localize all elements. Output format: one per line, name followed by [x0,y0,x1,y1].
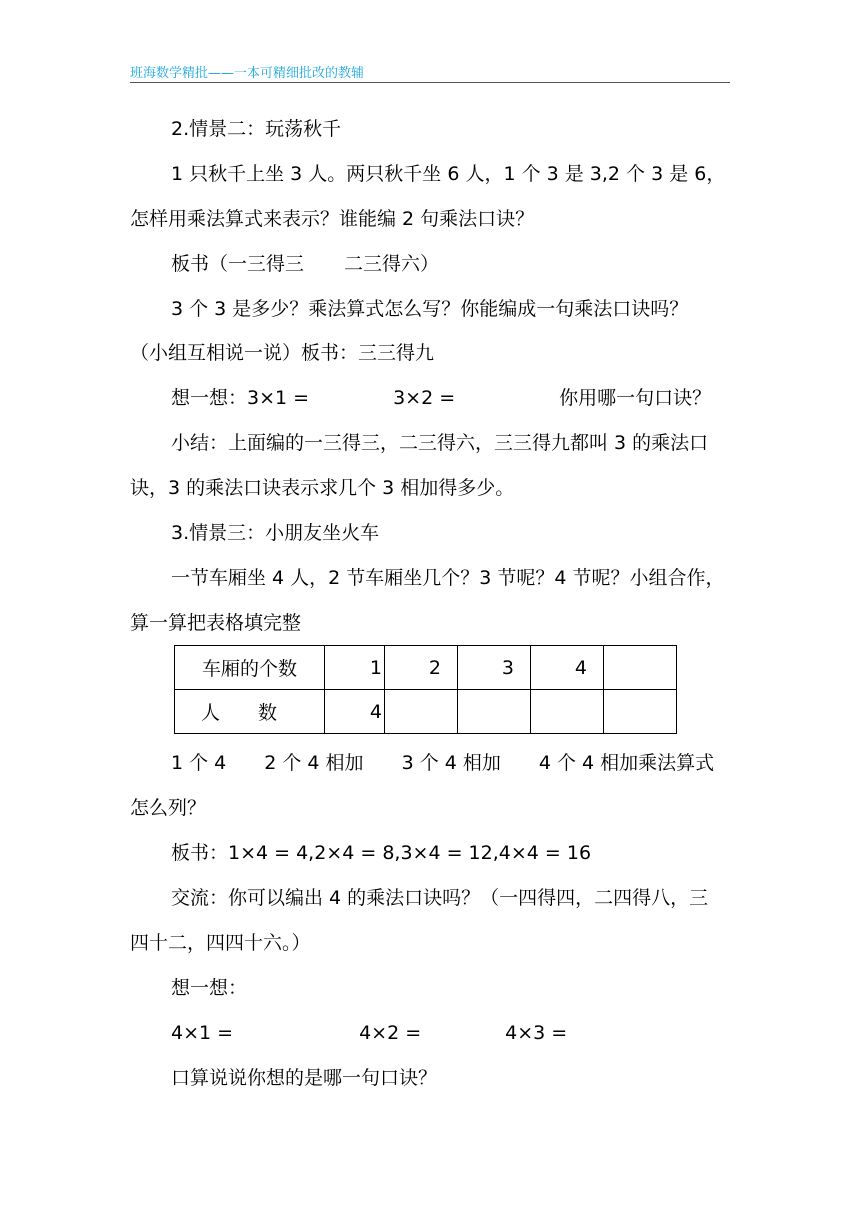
table-cell: 2 [385,646,458,690]
paragraph-line: 小结：上面编的一三得三，二三得六，三三得九都叫 3 的乘法口 [171,432,709,454]
paragraph-line: 一节车厢坐 4 人，2 节车厢坐几个？3 节呢？4 节呢？小组合作， [171,567,725,589]
table-cell [458,690,531,734]
addition-line [130,754,781,773]
paragraph-line: 交流：你可以编出 4 的乘法口诀吗？（一四得四，二四得八，三 [171,887,709,909]
blackboard-text: 板书（一三得三 [171,253,305,275]
table-cell [385,690,458,734]
phrase: 1 个 4 [171,752,227,774]
equation: 想一想：3×1 = [171,387,310,409]
equation: 3×2 = [393,387,456,409]
paragraph-line: 口算说说你想的是哪一句口诀？ [171,1067,438,1089]
table-cell: 1 [325,646,385,690]
equation: 4×3 = [505,1022,568,1044]
paragraph-line: 四十二，四四十六。） [130,932,311,954]
paragraph-line: （小组互相说一说）板书：三三得九 [130,342,435,364]
blackboard-text: 二三得六） [344,253,440,275]
header-divider [130,82,730,83]
table-row [175,690,677,734]
table-cell: 3 [458,646,531,690]
table-row [175,646,677,690]
table-header-cell: 车厢的个数 [175,646,325,690]
paragraph-line: 怎样用乘法算式来表示？谁能编 2 句乘法口诀？ [130,208,535,230]
table-cell: 4 [325,690,385,734]
think-line [130,389,781,408]
paragraph-line: 算一算把表格填完整 [130,612,302,634]
phrase: 2 个 4 相加 [264,752,364,774]
table-cell: 4 [531,646,604,690]
paragraph-line: 3 个 3 是多少？乘法算式怎么写？你能编成一句乘法口诀吗？ [171,298,689,320]
paragraph-line: 1 只秋千上坐 3 人。两只秋千坐 6 人，1 个 3 是 3,2 个 3 是 6， [171,163,726,185]
equation-line [130,1024,781,1043]
paragraph-line: 诀，3 的乘法口诀表示求几个 3 相加得多少。 [130,477,515,499]
blackboard-line: 板书：1×4 = 4,2×4 = 8,3×4 = 12,4×4 = 16 [171,842,592,864]
equation: 4×1 = [171,1022,234,1044]
phrase: 3 个 4 相加 [401,752,501,774]
equation: 4×2 = [359,1022,422,1044]
table-cell [531,690,604,734]
question: 你用哪一句口诀？ [559,387,712,409]
think-heading: 想一想： [171,977,248,999]
table-header-cell: 人 数 [175,690,325,734]
blackboard-line [130,255,781,274]
table-cell [604,646,677,690]
paragraph-line: 怎么列？ [130,797,207,819]
section-heading-3: 3.情景三：小朋友坐火车 [171,522,380,544]
page-header: 班海数学精批——一本可精细批改的教辅 [130,66,365,81]
phrase: 4 个 4 相加乘法算式 [538,752,715,774]
table-cell [604,690,677,734]
section-heading-2: 2.情景二：玩荡秋千 [171,118,342,140]
carriage-table [174,645,677,734]
